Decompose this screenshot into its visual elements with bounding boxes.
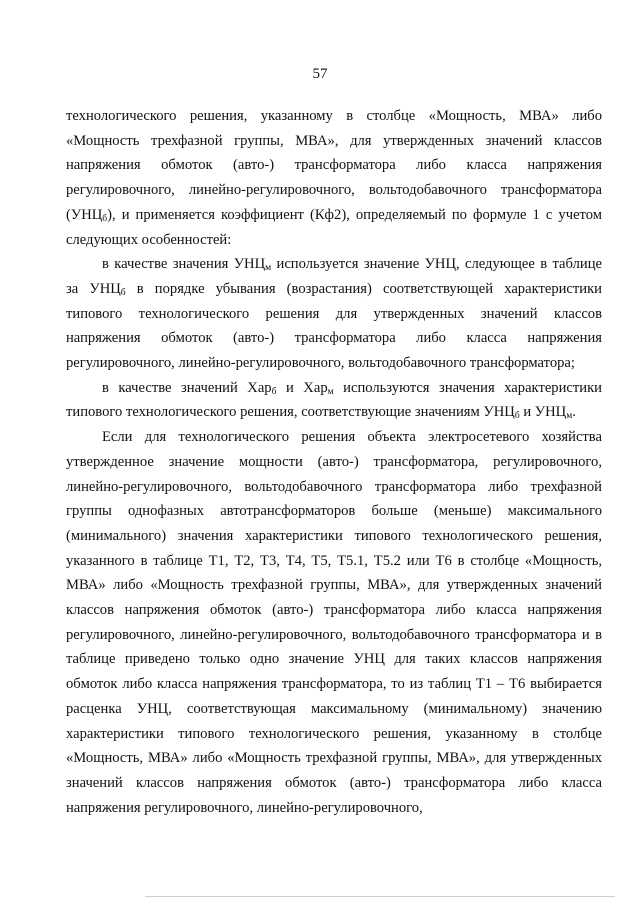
text-run: технологического решения, указанному в столбце «Мощность, МВА» либо «Мощность трехфазной группы, МВА», для утвержденных значений классов напряжения обмоток (авто-) трансформатора либо класса напряжения регулировочного, линейно-регулировочного, вольтодобавочного трансформатора (УНЦ (66, 108, 602, 223)
page-number: 57 (312, 66, 328, 82)
subscript-index: м (327, 386, 334, 397)
scan-edge-line (145, 896, 615, 897)
text-run: используются значения характеристики типового технологического решения, соответствующие значениям УНЦ (66, 379, 602, 421)
subscript-index: б (102, 213, 108, 224)
subscript-index: б (514, 411, 520, 422)
text-run: и Хар (276, 379, 328, 396)
paragraph-2 (66, 252, 602, 376)
text-run: и УНЦ (519, 404, 567, 421)
subscript-index: б (271, 386, 277, 397)
subscript-index: м (265, 263, 272, 274)
paragraph-1 (66, 104, 602, 252)
text-run: Если для технологического решения объекта электросетевого хозяйства утвержденное значение мощности (авто-) трансформатора, регулировочного, линейно-регулировочного, вольтодобавочного трансформатора либо трехфазной группы однофазных автотрансформаторов больше (меньше) максимального (минимального) значения характеристики типового технологического решения, указанного в таблице Т1, Т2, Т3, Т4, Т5, Т5.1, Т5.2 или Т6 в столбце «Мощность, МВА» либо «Мощность трехфазной группы, МВА», для утвержденных значений классов напряжения обмоток (авто-) трансформатора либо класса напряжения регулировочного, линейно-регулировочного, вольтодобавочного трансформатора и в таблице приведено только одно значение УНЦ для таких классов напряжения обмоток либо класса напряжения трансформатора, то из таблиц Т1 – Т6 выбирается расценка УНЦ, соответствующая максимальному (минимальному) значению характеристики типового технологического решения, указанному в столбце «Мощность, МВА» либо «Мощность трехфазной группы, МВА», для утвержденных значений классов напряжения обмоток (авто-) трансформатора либо класса напряжения регулировочного, линейно-регулировочного, (66, 429, 602, 816)
text-run: . (572, 404, 576, 421)
paragraph-3 (66, 376, 602, 425)
paragraph-4 (66, 425, 602, 820)
text-run: используется значение УНЦ, следующее в таблице за УНЦ (66, 256, 602, 297)
subscript-index: м (566, 411, 573, 422)
text-run: в качестве значения УНЦ (102, 256, 266, 273)
body-text (66, 104, 602, 820)
text-run: в порядке убывания (возрастания) соответствующей характеристики типового технологического решения для утвержденных значений классов напряжения обмоток (авто-) трансформатора либо класса напряжения регулировочного, линейно-регулировочного, вольтодобавочного трансформатора; (66, 280, 602, 372)
subscript-index: б (120, 287, 126, 298)
text-run: ), и применяется коэффициент (Кф2), определяемый по формуле 1 с учетом следующих особенностей: (66, 206, 602, 248)
text-run: в качестве значений Хар (102, 379, 272, 396)
